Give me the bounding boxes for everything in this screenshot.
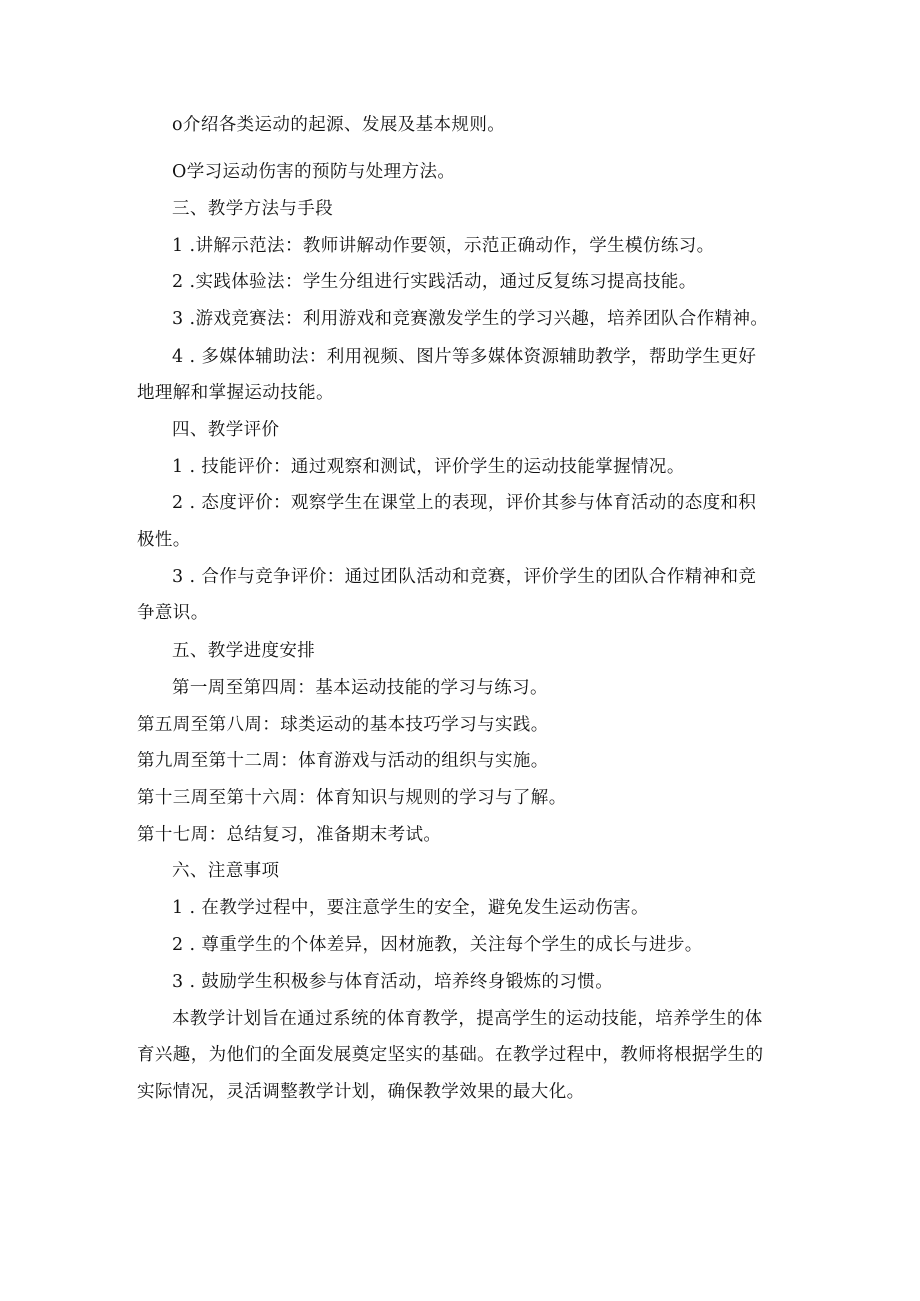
section-heading-methods: 三、教学方法与手段: [172, 199, 334, 219]
list-item: 3 . 合作与竞争评价：通过团队活动和竞赛，评价学生的团队合作精神和竞: [172, 567, 757, 587]
schedule-item: 第十七周：总结复习，准备期末考试。: [137, 825, 442, 845]
list-item: 3 . 鼓励学生积极参与体育活动，培养终身锻炼的习惯。: [172, 972, 614, 992]
schedule-item: 第十三周至第十六周：体育知识与规则的学习与了解。: [137, 788, 567, 808]
list-item: 4 . 多媒体辅助法：利用视频、图片等多媒体资源辅助教学，帮助学生更好: [172, 347, 757, 367]
conclusion-line: 本教学计划旨在通过系统的体育教学，提高学生的运动技能，培养学生的体: [172, 1009, 763, 1029]
schedule-item: 第九周至第十二周：体育游戏与活动的组织与实施。: [137, 751, 549, 771]
bullet-item-2: O学习运动伤害的预防与处理方法。: [172, 162, 456, 182]
list-item-continuation: 地理解和掌握运动技能。: [137, 383, 334, 403]
bullet-item-1: o介绍各类运动的起源、发展及基本规则。: [172, 115, 506, 135]
list-item: 1 .讲解示范法：教师讲解动作要领，示范正确动作，学生模仿练习。: [172, 236, 715, 256]
list-item: 2 . 尊重学生的个体差异，因材施教，关注每个学生的成长与进步。: [172, 935, 703, 955]
conclusion-line: 育兴趣，为他们的全面发展奠定坚实的基础。在教学过程中，教师将根据学生的: [137, 1045, 764, 1065]
section-heading-schedule: 五、教学进度安排: [172, 641, 316, 661]
conclusion-line: 实际情况，灵活调整教学计划，确保教学效果的最大化。: [137, 1082, 585, 1102]
list-item-continuation: 争意识。: [137, 603, 209, 623]
section-heading-evaluation: 四、教学评价: [172, 420, 280, 440]
list-item: 2 . 态度评价：观察学生在课堂上的表现，评价其参与体育活动的态度和积: [172, 493, 757, 513]
list-item: 1 . 在教学过程中，要注意学生的安全，避免发生运动伤害。: [172, 898, 649, 918]
list-item: 2 .实践体验法：学生分组进行实践活动，通过反复练习提高技能。: [172, 272, 697, 292]
schedule-item: 第五周至第八周：球类运动的基本技巧学习与实践。: [137, 715, 549, 735]
schedule-item: 第一周至第四周：基本运动技能的学习与练习。: [172, 678, 548, 698]
section-heading-notes: 六、注意事项: [172, 861, 280, 881]
list-item-continuation: 极性。: [137, 530, 191, 550]
list-item: 3 .游戏竞赛法：利用游戏和竞赛激发学生的学习兴趣，培养团队合作精神。: [172, 309, 769, 329]
list-item: 1 . 技能评价：通过观察和测试，评价学生的运动技能掌握情况。: [172, 457, 685, 477]
